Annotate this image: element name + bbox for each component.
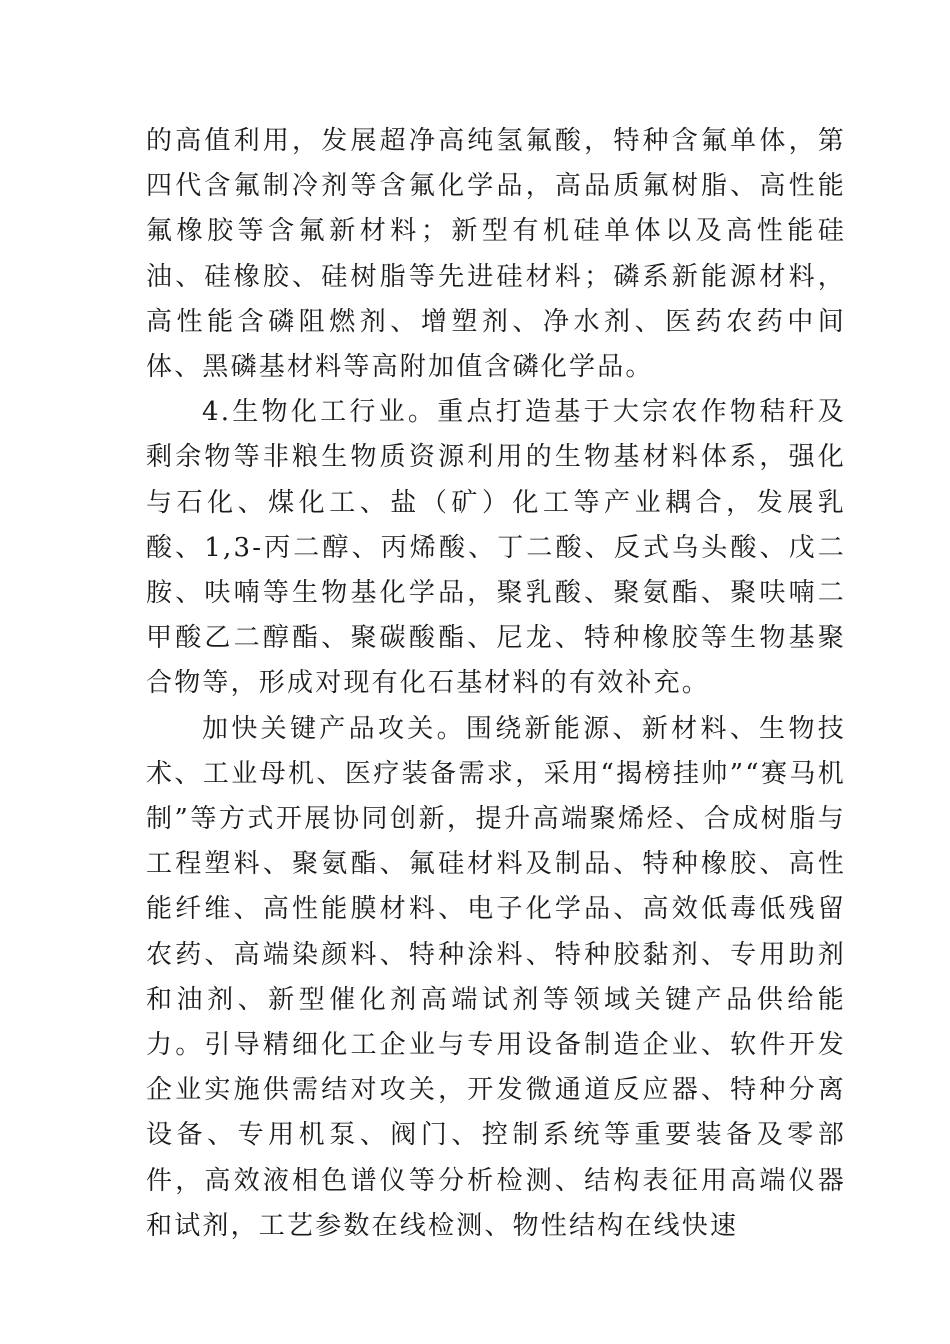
document-body	[146, 119, 846, 1249]
paragraph-key-product-breakthrough: 加快关键产品攻关。围绕新能源、新材料、生物技术、工业母机、医疗装备需求，采用“揭榜挂帅”“赛马机制”等方式开展协同创新，提升高端聚烯烃、合成树脂与工程塑料、聚氨酯、氟硅材料及制品、特种橡胶、高性能纤维、高性能膜材料、电子化学品、高效低毒低残留农药、高端染颜料、特种涂料、特种胶黏剂、专用助剂和油剂、新型催化剂高端试剂等领域关键产品供给能力。引导精细化工企业与专用设备制造企业、软件开发企业实施供需结对攻关，开发微通道反应器、特种分离设备、专用机泵、阀门、控制系统等重要装备及零部件，高效液相色谱仪等分析检测、结构表征用高端仪器和试剂，工艺参数在线检测、物性结构在线快速	[146, 713, 846, 1241]
paragraph-biochemical-industry: 4.生物化工行业。重点打造基于大宗农作物秸秆及剩余物等非粮生物质资源利用的生物基材料体系，强化与石化、煤化工、盐（矿）化工等产业耦合，发展乳酸、1,3-丙二醇、丙烯酸、丁二酸、反式乌头酸、戊二胺、呋喃等生物基化学品，聚乳酸、聚氨酯、聚呋喃二甲酸乙二醇酯、聚碳酸酯、尼龙、特种橡胶等生物基聚合物等，形成对现有化石基材料的有效补充。	[146, 397, 846, 699]
paragraph-fluorine-silicon-phosphorus: 的高值利用，发展超净高纯氢氟酸，特种含氟单体，第四代含氟制冷剂等含氟化学品，高品质氟树脂、高性能氟橡胶等含氟新材料；新型有机硅单体以及高性能硅油、硅橡胶、硅树脂等先进硅材料；磷系新能源材料，高性能含磷阻燃剂、增塑剂、净水剂、医药农药中间体、黑磷基材料等高附加值含磷化学品。	[146, 126, 846, 383]
